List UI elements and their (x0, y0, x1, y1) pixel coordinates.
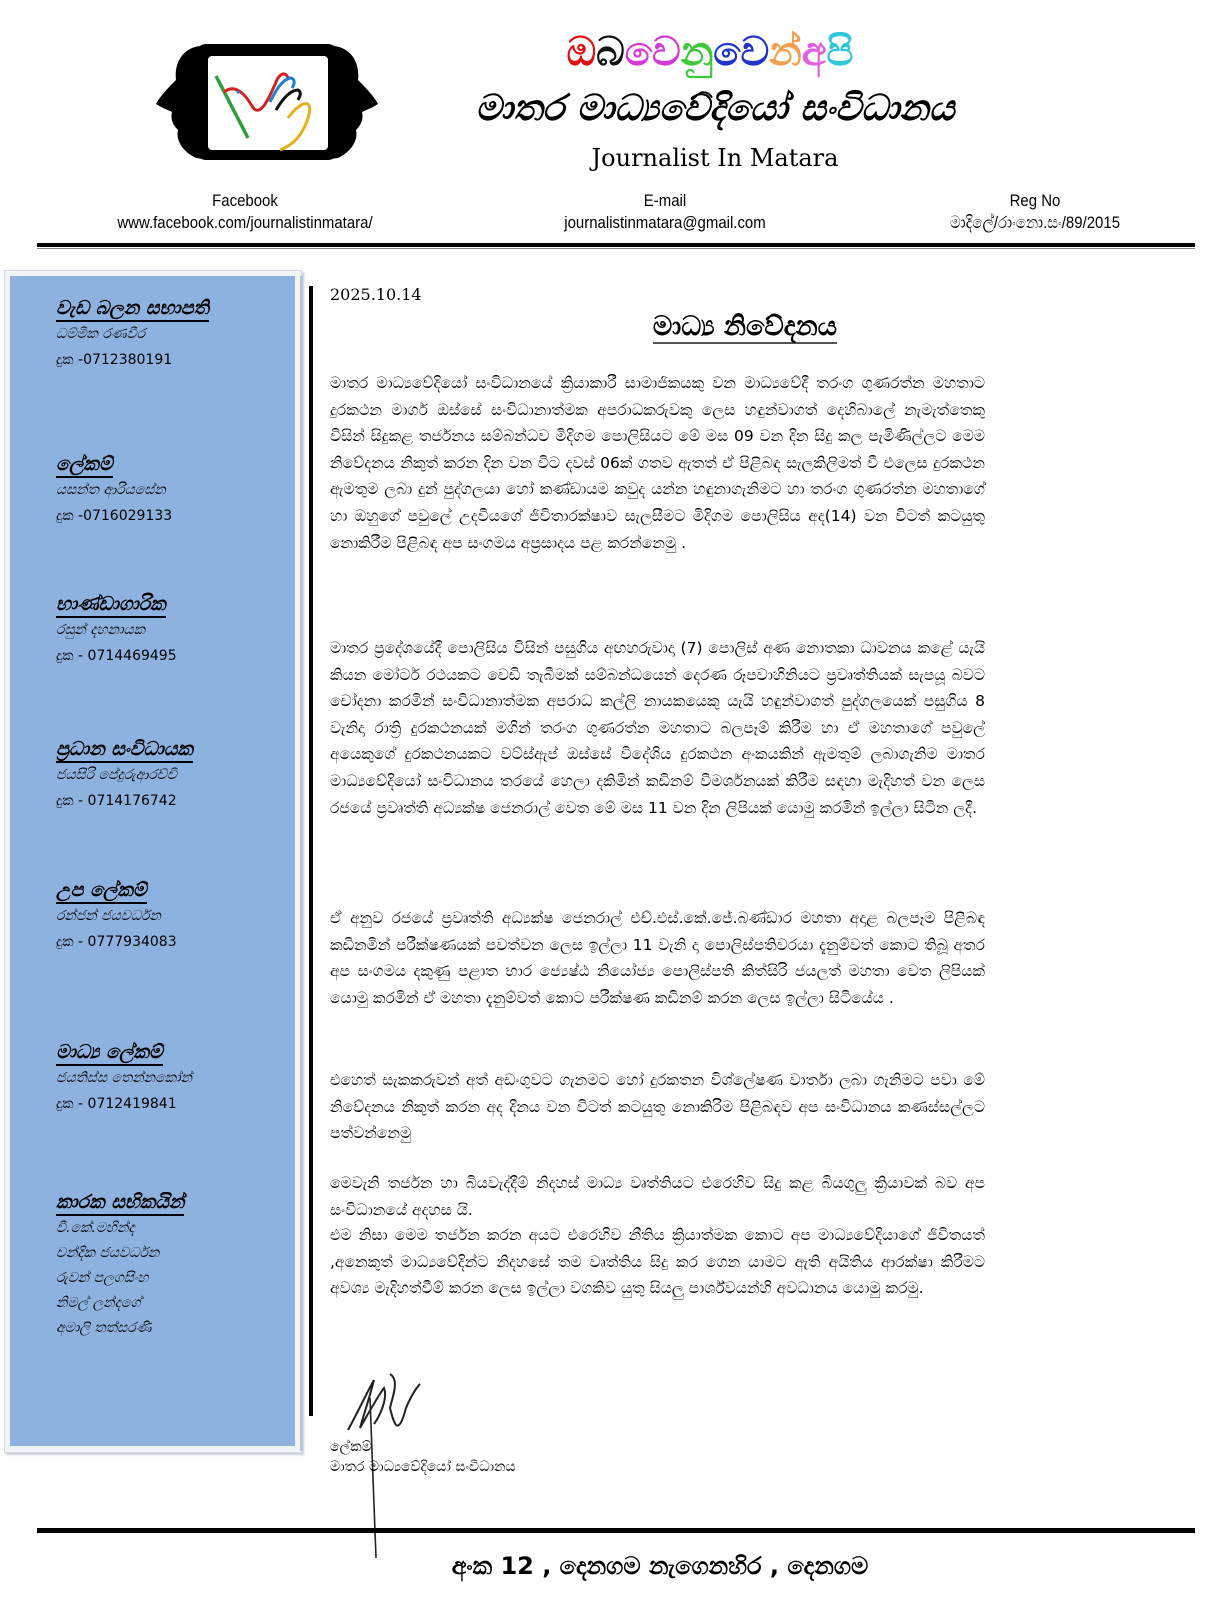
member-name: රුවන් පලගසිංහ (56, 1270, 149, 1286)
organization-name-english: Journalist In Matara (591, 144, 839, 172)
slogan-part: අ (801, 29, 827, 75)
slogan-part: න් (769, 29, 802, 75)
member-phone: දුක -0712380191 (56, 352, 173, 368)
header-divider (37, 243, 1195, 247)
organization-name-sinhala: මාතර මාධ්‍යවේදියෝ සංවිධානය (475, 88, 955, 129)
facebook-contact (82, 190, 408, 234)
body-paragraph: මාතර ප්‍රදේශයේදී පොලිසිය විසින් පසුගිය අඟහරුවාදා (7) පොලිස් අණ නොතකා ධාවනය කළේ යැයි කියන මෝටර් රථයකට වෙඩි තැබීමක් සම්බන්ධයෙන් දෙරණ රූපවාහිනියට ප්‍රවෘත්තියක් සැපයූ බවට චෝදනා කරමින් සංවිධානාත්මක අපරාධ කල්ලි නායකයෙකු යැයි හඳුන්වාගත් පුද්ගලයෙක් පසුගිය 8 වැනිදා රාත්‍රි දුරකථනයක් මගින් තරංග ගුණරත්න මහතාට බලපෑම් කිරීම හා ඒ මහතාගේ පවුලේ අයෙකුගේ දුරකථනයකට වට්ස්ඇප් ඔස්සේ විදේශිය දුරකථන අංකයකින් ඇමතුම් ලබාගැනිම මාතර මාධ්‍යවේදියෝ සංවිධානය තරයේ හෙලා දකිමින් කඩිනම් විමර්ශනයක් කිරීම සඳහා මැදිහත් වන ලෙස රජයේ ප්‍රවෘත්ති අධ්‍යක්ෂ ජෙනරාල් වෙත මේ මස 11 වන දින ලිපියක් යොමු කරමින් ඉල්ලා සිටින ලදී. (330, 639, 985, 817)
body-paragraph: මාතර මාධ්‍යවේදියෝ සංවිධානයේ ක්‍රියාකාරී සාමාජිකයකු වන මාධ්‍යවේදී තරංග ගුණරත්න මහතාට දුරකථන මාර්ග ඔස්සේ සංවිධානාත්මක අපරාධකරුවකු ලෙස හඳුන්වාගත් දෙහිබාලේ නැමැත්තෙකු විසින් සිදුකළ තර්ජනය සම්බන්ධව මිදිගම පොලිසියට මේ මස 09 වන දින සිදු කල පැමිණිල්ලට මෙම නිවේදනය නිකුත් කරන දින වන විට දවස් 06ක් ගතව ඇතත් ඒ පිළිබඳ සැලකිලිමත් වී එලෙස දුරකථන ඇමතුම ලබා දුන් පුද්ගලයා හෝ කණ්ඩායම කවුද යන්න හඳුනාගැනිමට හා තරංග ගුණරත්න මහතාගේ හා ඔහුගේ පවුලේ උදවියගේ ජිවිතාරක්ෂාව සැලසීමට මිදිගම පොලිසිය අද(14) වන විටත් කටයුතු නොකිරීම පිළිබඳ අප සංගමය අප්‍රසාදය පළ කරන්නෙමු . (330, 374, 985, 552)
member-name: අමාලි තත්සරණි (56, 1320, 152, 1336)
sidebar-group-acting-president (56, 296, 209, 373)
signatory-role: ලේකම් (330, 1439, 372, 1455)
facebook-label: Facebook (212, 191, 278, 210)
member-name: රන්ජන් ජයවර්ධන (56, 908, 161, 924)
body-paragraph: ඒ අනුව රජයේ ප්‍රවෘත්ති අධ්‍යක්ෂ ජෙනරාල් එච්.එස්.කේ.ජේ.බණ්ඩාර මහතා අදාළ බලපෑම පිළිබඳ කඩිනමින් පරීක්ෂණයක් පවත්වන ලෙස ඉල්ලා 11 වැනි දා පොලිස්පතිවරයා දැනුම්වත් කොට තිබූ අතර අප සංගමය දකුණු පළාත භාර ජ්‍යෙෂ්ඨ නියෝජ්‍ය පොලිස්පති කිත්සිරි ජයලත් මහතා වෙත ලිපියක් යොමු කරමින් ඒ මහතා දැනුම්වත් කොට පරීක්ෂණ කඩිනම් කරන ලෙස ඉල්ලා සිටියේය . (330, 909, 985, 1007)
sidebar-group-secretary (56, 452, 172, 529)
member-phone: දුක - 0714469495 (56, 648, 177, 664)
slogan-part: බ (596, 29, 625, 75)
slogan-part: ඔ (566, 29, 597, 75)
document-date: 2025.10.14 (330, 285, 422, 304)
member-phone: දුක - 0714176742 (56, 793, 177, 809)
footer-divider (37, 1528, 1195, 1533)
content-left-rule (309, 286, 313, 1416)
facebook-link[interactable]: www.facebook.com/journalistinmatara/ (117, 213, 373, 232)
email-contact (520, 190, 810, 234)
document-title (600, 308, 890, 346)
registration-number (916, 190, 1154, 234)
member-name: චන්දික ජයවර්ධන (56, 1245, 160, 1261)
reg-label: Reg No (1009, 191, 1061, 210)
footer-address: අංක 12 , දෙනගම නැගෙනහිර , දෙනගම (451, 1552, 869, 1580)
sidebar-group-chief-organizer (56, 737, 193, 814)
member-name: නිමල් ලන්දගේ (56, 1295, 141, 1311)
sidebar-group-assistant-secretary (56, 878, 177, 955)
group-title: ප්‍රධාන සංවිධායක (56, 737, 193, 763)
member-phone: දුක - 0712419841 (56, 1096, 177, 1112)
reg-value: මාදිලේ/රාංනො.සං/89/2015 (949, 213, 1121, 232)
group-title: භාණ්ඩාගාරික (56, 592, 166, 618)
member-name: ජයතිස්ස තෙන්නකෝන් (56, 1070, 193, 1086)
sidebar-group-committee-members (56, 1190, 184, 1341)
group-title: මාධ්‍ය ලේකම් (56, 1040, 163, 1066)
slogan-part: පි (826, 29, 854, 75)
member-phone: දුක -0716029133 (56, 508, 173, 524)
member-phone: දුක - 0777934083 (56, 934, 177, 950)
member-name: ධම්මික රණවීර (56, 326, 146, 342)
header-divider-shadow (37, 248, 1195, 249)
dove-hand-two-faces-logo-icon (152, 34, 382, 164)
member-name: වී.කේ.මහින්ද (56, 1220, 135, 1236)
member-name: රසුන් දහනායක (56, 622, 145, 638)
sidebar-group-media-secretary (56, 1040, 192, 1117)
sidebar-group-treasurer (56, 592, 177, 669)
email-label: E-mail (643, 191, 687, 210)
slogan-part: වෙ (713, 29, 770, 75)
email-link[interactable]: journalistinmatara@gmail.com (564, 213, 766, 232)
signatory-organization: මාතර මාධ්‍යවේදියෝ සංවිධානය (330, 1459, 516, 1475)
document-title-text: මාධ්‍ය නිවේදනය (652, 311, 838, 342)
member-name: යසන්ත ආරියසේන (56, 482, 166, 498)
slogan-part: නු (680, 29, 714, 75)
slogan-part: වෙ (624, 29, 681, 75)
sidebar-edge (300, 276, 303, 1451)
body-paragraph: මෙවැනි තර්ජන හා බියවැද්දීම් නිදහස් මාධ්‍ය වෘත්තියට එරෙහිව සිදු කළ බියගුලු ක්‍රියාවක් බව අප සංවිධානයේ අදහස යි. (330, 1174, 985, 1219)
slogan (540, 28, 880, 76)
group-title: කාරක සභිකයින් (56, 1190, 184, 1216)
body-paragraph: එම නිසා මෙම තර්ජන කරන අයට එරෙහිව නීතිය ක්‍රියාත්මක කොට අප මාධ්‍යවේදියාගේ ජිවිතයත් ,අනෙකුත් මාධ්‍යවේදින්ට නිදහසේ තම වෘත්තිය සිදු කර ගෙන යාමට ඇති අයිතිය ආරක්ෂා කිරීමට අවශ්‍ය මැදිහත්වීම් කරන ලෙස ඉල්ලා වගකිව යුතු සියලු පාර්ශ්වයන්හි අවධානය යොමු කරමු. (330, 1226, 985, 1298)
organization-logo (152, 34, 382, 164)
body-paragraph: එහෙත් සැකකරුවන් අත් අඩංගුවට ගැනමට හෝ දුරකතන විශ්ලේෂණ වාර්තා ලබා ගැනිමට පවා මේ නිවේදනය නිකුත් කරන අද දිනය වන විටත් කටයුතු නොකිරිම පිළිබඳව අප සංවිධානය කණස්සල්ලට පත්වන්නෙමු (330, 1071, 985, 1143)
group-title: ලේකම් (56, 452, 113, 478)
group-title: වැඩ බලන සභාපති (56, 296, 209, 322)
group-title: උප ලේකම් (56, 878, 147, 904)
member-name: ජයසිරි පේදුරුආරච්චි (56, 767, 177, 783)
